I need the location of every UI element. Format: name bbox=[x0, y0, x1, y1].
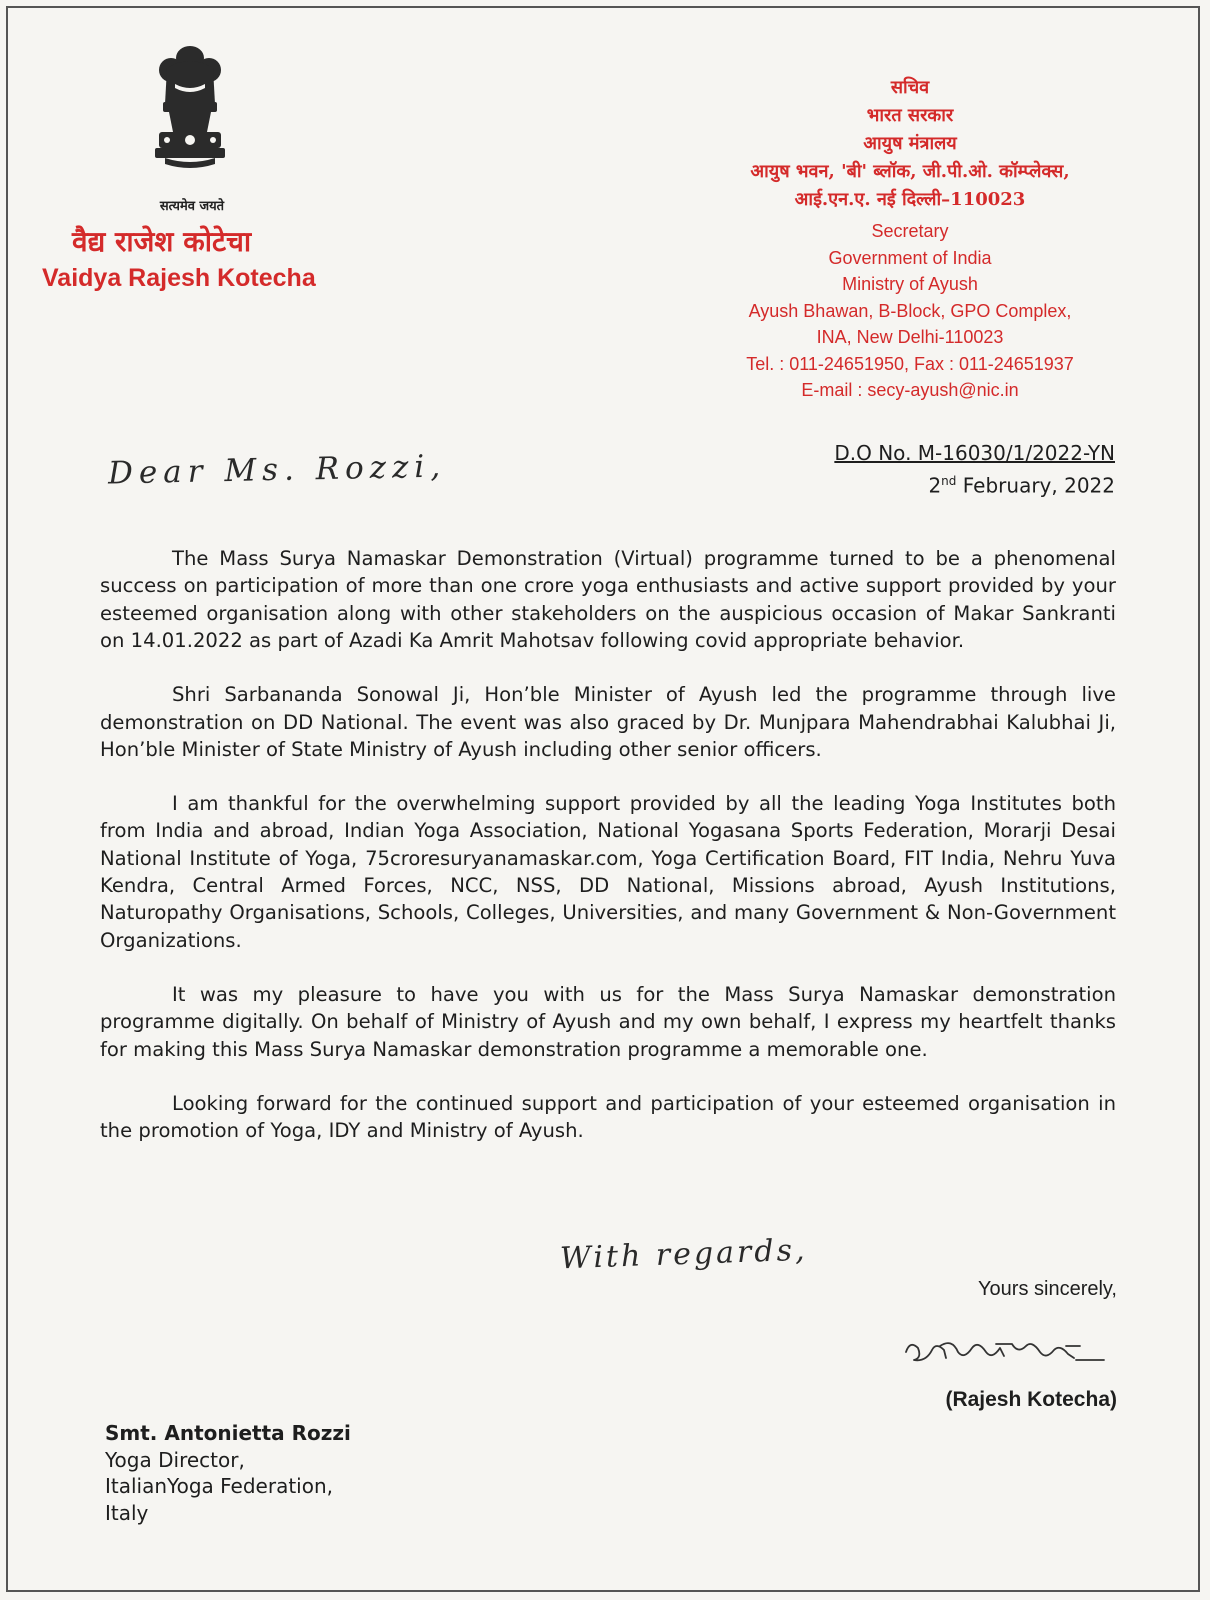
letterhead-english-line: Government of India bbox=[828, 247, 992, 268]
do-number: D.O No. M-16030/1/2022-YN bbox=[834, 441, 1115, 465]
letterhead-hindi-line: सचिव bbox=[890, 77, 930, 98]
letterhead-english-line: INA, New Delhi-110023 bbox=[816, 327, 1004, 347]
signatory-name: (Rajesh Kotecha) bbox=[945, 1388, 1117, 1411]
body-paragraph: Shri Sarbananda Sonowal Ji, Hon’ble Minister of Ayush led the programme through live demonstration on DD National. The event was also graced by Dr. Munjpara Mahendrabhai Kalubhai Ji, Hon’ble Minister of State Ministry of Ayush including other senior officers. bbox=[100, 683, 1116, 761]
body-paragraph: Looking forward for the continued support and participation of your esteemed organisation in the promotion of Yoga, IDY and Ministry of Ayush. bbox=[100, 1091, 1116, 1142]
recipient-name: Smt. Antonietta Rozzi bbox=[105, 1421, 351, 1445]
sender-name-hindi: वैद्य राजेश कोटेचा bbox=[72, 225, 252, 258]
recipient-address bbox=[105, 1420, 351, 1526]
recipient-line: Yoga Director, bbox=[105, 1447, 245, 1472]
letterhead-email: E-mail : secy-ayush@nic.in bbox=[801, 380, 1019, 400]
handwritten-salutation: Dear Ms. Rozzi, bbox=[107, 448, 447, 492]
body-paragraph: The Mass Surya Namaskar Demonstration (Virtual) programme turned to be a phenomenal success on participation of more than one crore yoga enthusiasts and active support provided by your esteemed organisation along with other stakeholders on the auspicious occasion of Makar Sankranti on 14.01.2022 as part of Azadi Ka Amrit Mahotsav following covid appropriate behavior. bbox=[100, 547, 1116, 653]
letterhead-hindi bbox=[700, 74, 1120, 214]
letterhead-english-line: Tel. : 011-24651950, Fax : 011-24651937 bbox=[746, 353, 1074, 374]
emblem-motto: सत्यमेव जयते bbox=[159, 199, 225, 214]
signature bbox=[900, 1330, 1110, 1370]
letter-date bbox=[834, 467, 1115, 500]
date-day: 2 bbox=[928, 473, 942, 498]
closing-yours-sincerely: Yours sincerely, bbox=[978, 1278, 1117, 1300]
body-paragraph: I am thankful for the overwhelming support provided by all the leading Yoga Institutes both from India and abroad, Indian Yoga Association, National Yogasana Sports Federation, Morarji Desai National Institute of Yoga, 75croresuryanamaskar.com, Yoga Certification Board, FIT India, Nehru Yuva Kendra, Central Armed Forces, NCC, NSS, DD National, Missions abroad, Ayush Institutions, Naturopathy Organisations, Schools, Colleges, Universities, and many Government & Non-Government Organizations. bbox=[100, 791, 1116, 952]
recipient-line: ItalianYoga Federation, bbox=[105, 1474, 334, 1498]
national-emblem-icon bbox=[145, 44, 235, 196]
handwritten-regards: With regards, bbox=[559, 1232, 809, 1277]
letterhead-english-line: Ministry of Ayush bbox=[842, 274, 978, 294]
letterhead-address bbox=[700, 74, 1120, 404]
letterhead-english-line: Secretary bbox=[871, 221, 949, 241]
reference-block bbox=[834, 439, 1115, 500]
letterhead-english bbox=[700, 218, 1120, 404]
letterhead-hindi-line: आयुष भवन, 'बी' ब्लॉक, जी.पी.ओ. कॉम्प्लेक्स, bbox=[750, 161, 1070, 182]
date-month-year: February, 2022 bbox=[956, 473, 1115, 498]
sender-name-english: Vaidya Rajesh Kotecha bbox=[42, 264, 316, 292]
recipient-line: Italy bbox=[105, 1500, 149, 1525]
letterhead-hindi-line: भारत सरकार bbox=[866, 105, 954, 126]
letter-body bbox=[100, 545, 1116, 1171]
letterhead-hindi-line: आई.एन.ए. नई दिल्ली–110023 bbox=[794, 189, 1026, 210]
date-suffix: nd bbox=[941, 474, 957, 488]
body-paragraph: It was my pleasure to have you with us for the Mass Surya Namaskar demonstration programme digitally. On behalf of Ministry of Ayush and my own behalf, I express my heartfelt thanks for making this Mass Surya Namaskar demonstration programme a memorable one. bbox=[100, 982, 1116, 1061]
letterhead-hindi-line: आयुष मंत्रालय bbox=[863, 133, 957, 154]
letterhead-english-line: Ayush Bhawan, B-Block, GPO Complex, bbox=[748, 300, 1072, 321]
